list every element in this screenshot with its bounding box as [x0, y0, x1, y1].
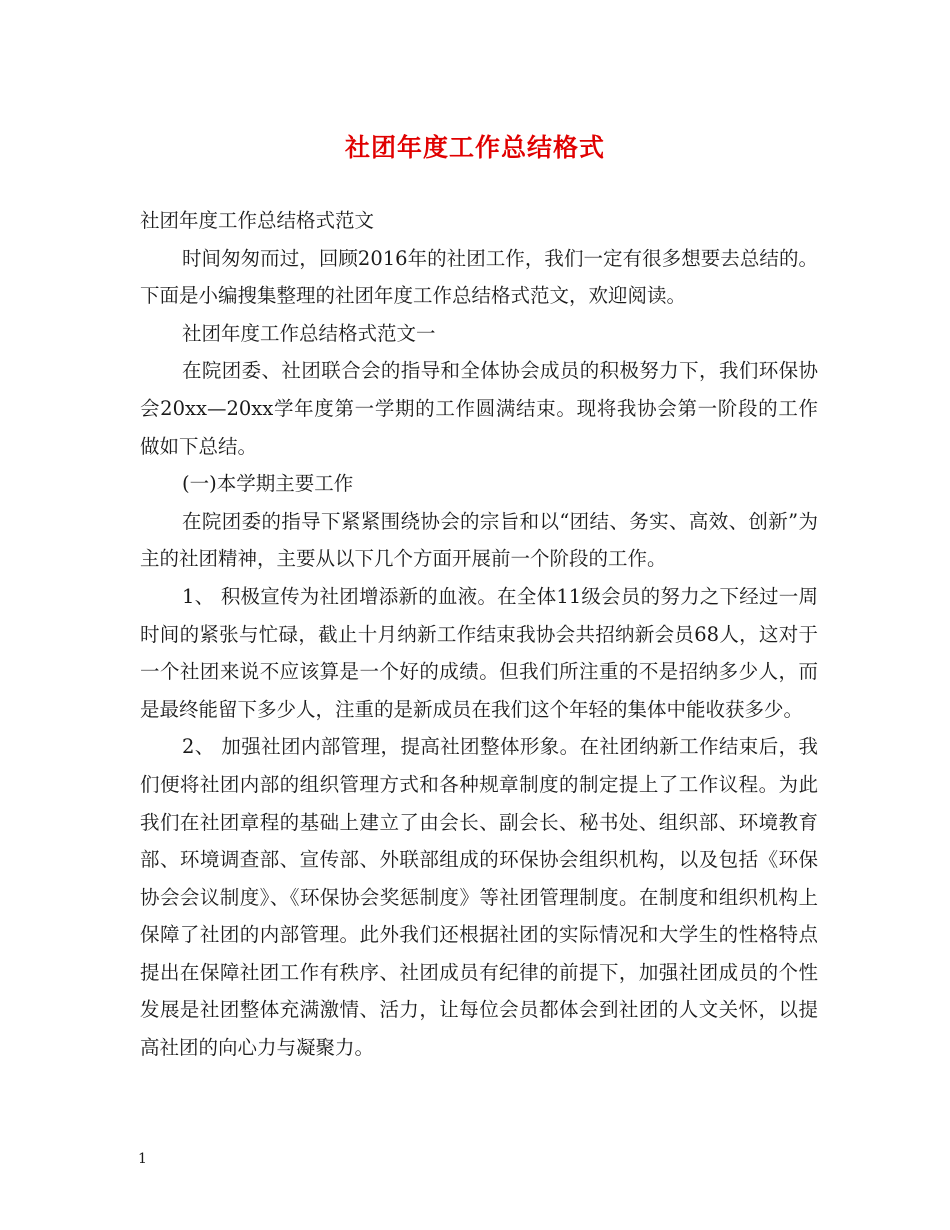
list-item-paragraph: 1、 积极宣传为社团增添新的血液。在全体11级会员的努力之下经过一周时间的紧张与忙碌，截止十月纳新工作结束我协会共招纳新会员68人，这对于一个社团来说不应该算是一个好的成绩。但我们所注重的不是招纳多少人，而是最终能留下多少人，注重的是新成员在我们这个年轻的集体中能收获多少。 [140, 584, 818, 721]
document-title: 社团年度工作总结格式 [344, 133, 605, 162]
body-paragraph: 在院团委的指导下紧紧围绕协会的宗旨和以“团结、务实、高效、创新”为主的社团精神，主要从以下几个方面开展前一个阶段的工作。 [140, 509, 818, 571]
body-paragraph: 在院团委、社团联合会的指导和全体协会成员的积极努力下，我们环保协会20xx—20xx学年度第一学期的工作圆满结束。现将我协会第一阶段的工作做如下总结。 [140, 359, 818, 458]
section-heading: 社团年度工作总结格式范文一 [182, 321, 436, 345]
subsection-heading: (一)本学期主要工作 [182, 472, 354, 496]
page-number: 1 [138, 1151, 147, 1167]
intro-paragraph: 时间匆匆而过，回顾2016年的社团工作，我们一定有很多想要去总结的。下面是小编搜集整理的社团年度工作总结格式范文，欢迎阅读。 [140, 246, 818, 308]
subtitle-paragraph: 社团年度工作总结格式范文 [140, 209, 375, 232]
list-item-paragraph: 2、 加强社团内部管理，提高社团整体形象。在社团纳新工作结束后，我们便将社团内部的组织管理方式和各种规章制度的制定提上了工作议程。为此我们在社团章程的基础上建立了由会长、副会长、秘书处、组织部、环境教育部、环境调查部、宣传部、外联部组成的环保协会组织机构，以及包括《环保协会会议制度》、《环保协会奖惩制度》等社团管理制度。在制度和组织机构上保障了社团的内部管理。此外我们还根据社团的实际情况和大学生的性格特点提出在保障社团工作有秩序、社团成员有纪律的前提下，加强社团成员的个性发展是社团整体充满激情、活力，让每位会员都体会到社团的人文关怀，以提高社团的向心力与凝聚力。 [140, 735, 818, 1060]
document-body [140, 202, 818, 1067]
